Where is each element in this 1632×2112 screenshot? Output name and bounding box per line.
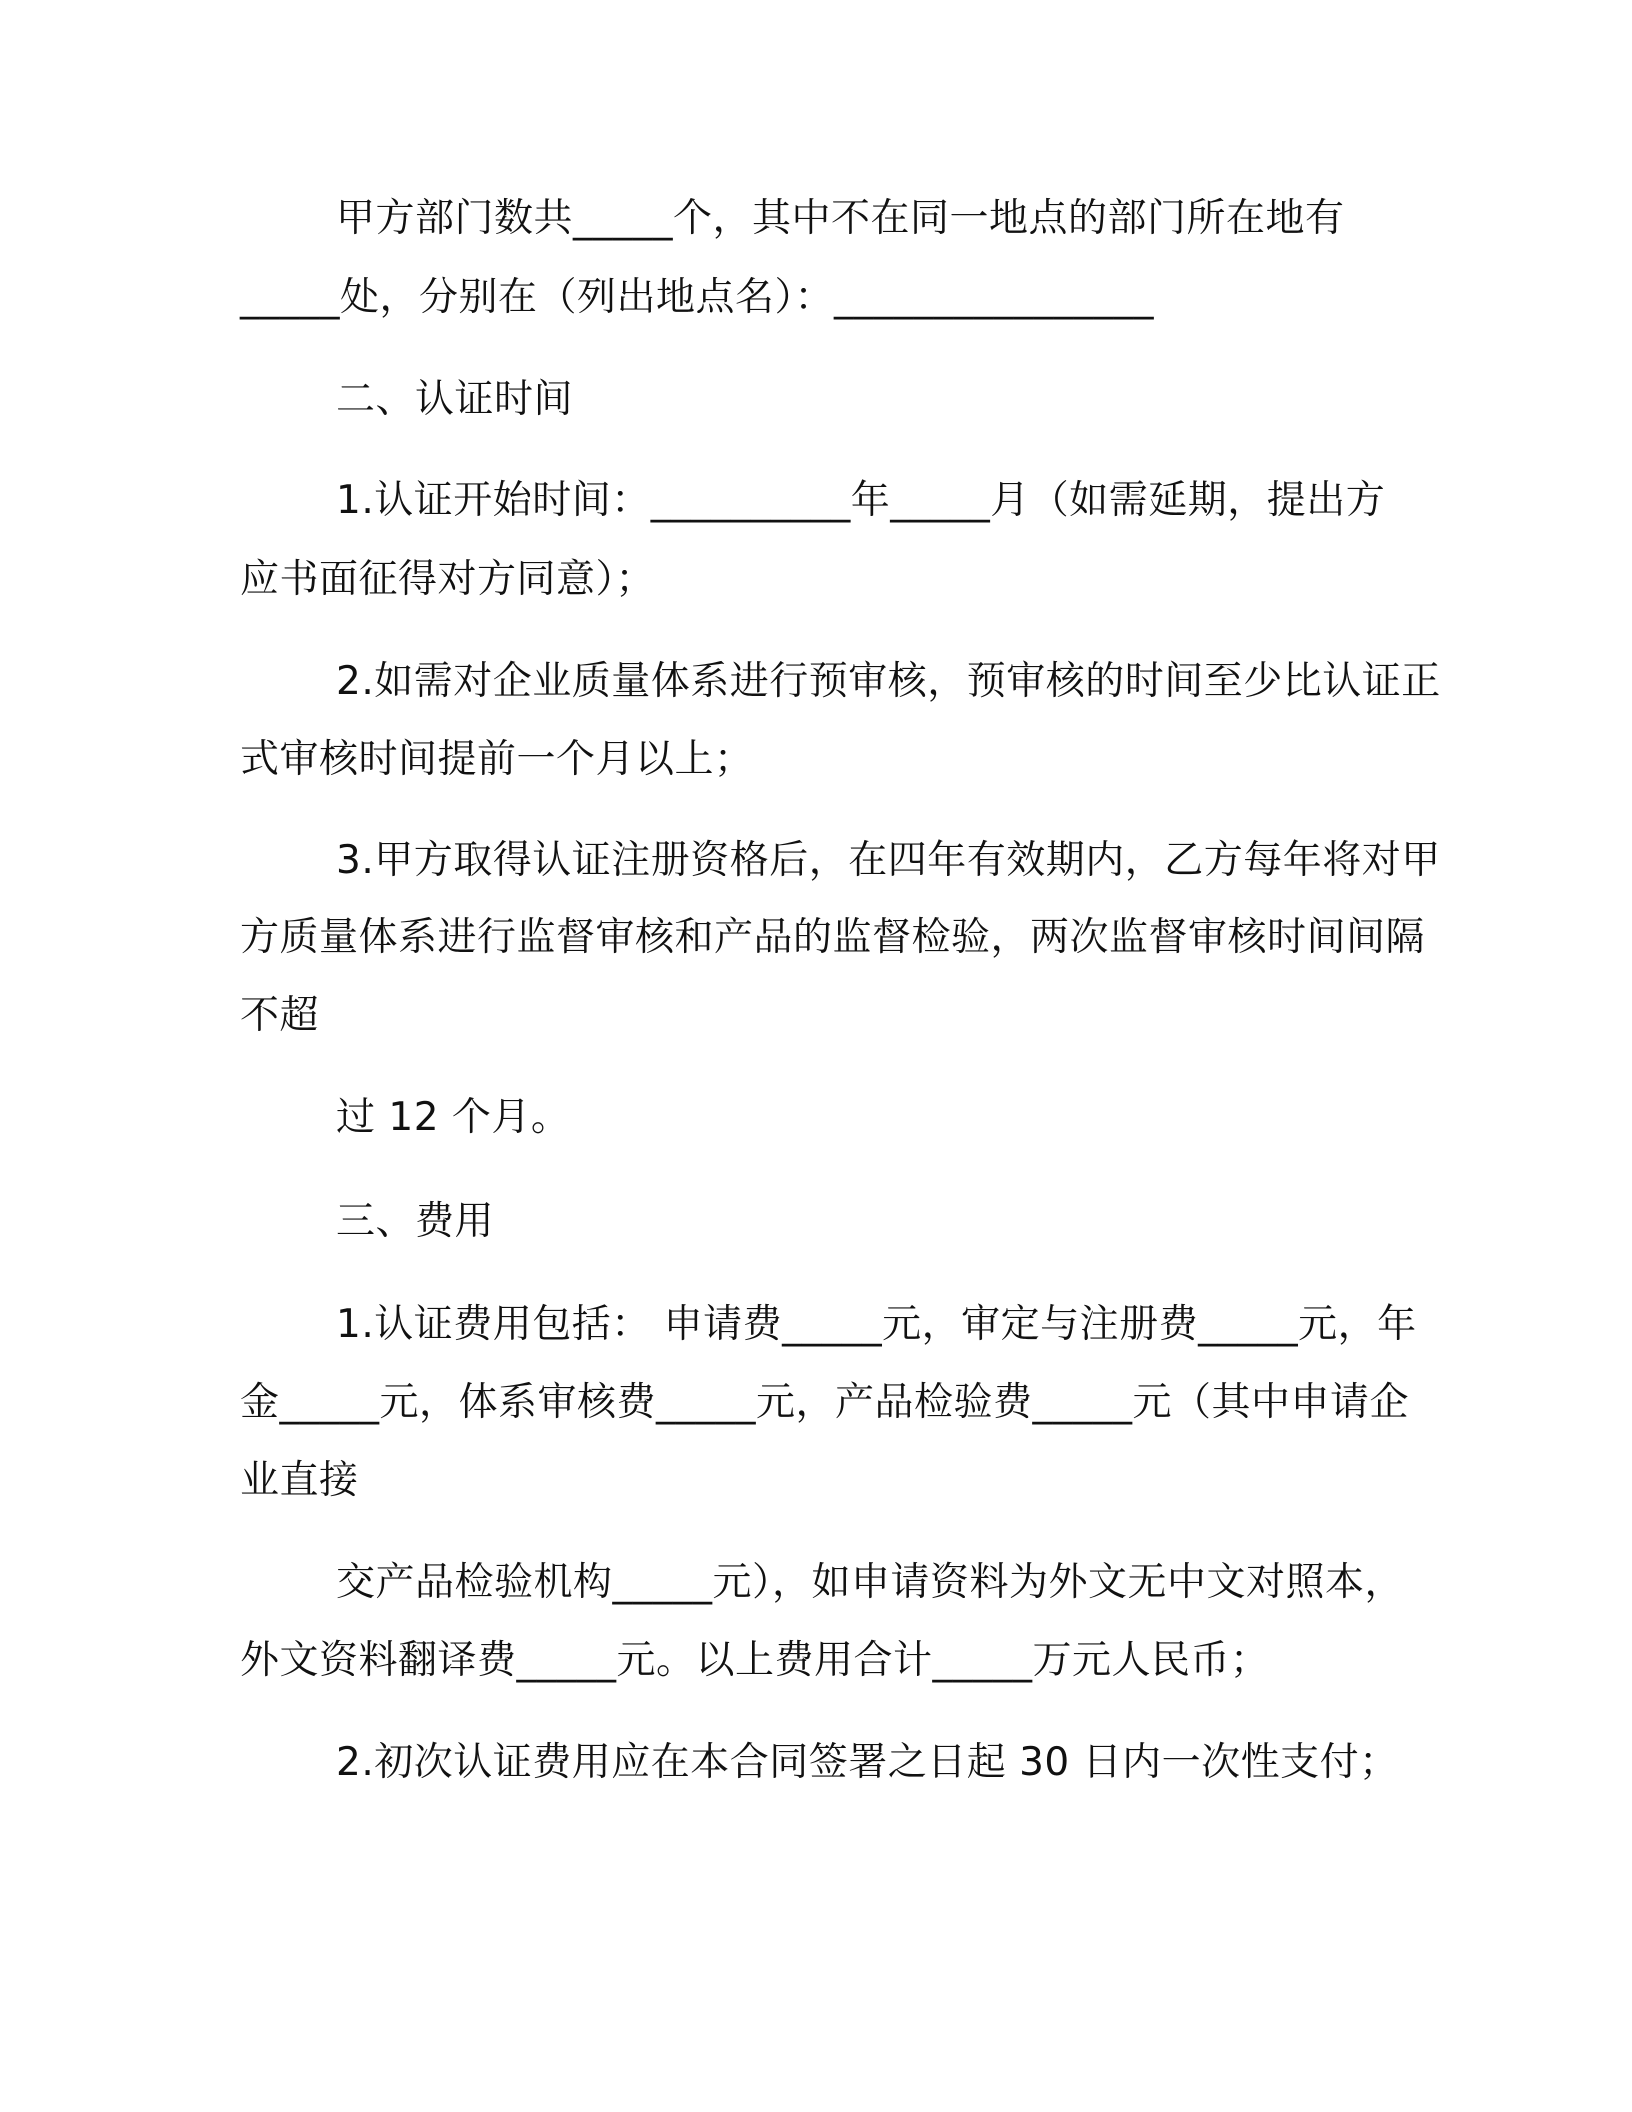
text-line: 甲方部门数共_____个，其中不在同一地点的部门所在地有 [336,196,1345,241]
text-line: 外文资料翻译费_____元。以上费用合计_____万元人民币； [240,1638,1270,1683]
text-line: 1.认证费用包括： 申请费_____元，审定与注册费_____元，年 [336,1302,1417,1347]
text-line: 式审核时间提前一个月以上； [240,737,754,782]
text-line: 交产品检验机构_____元），如申请资料为外文无中文对照本， [336,1560,1405,1605]
text-line: 1.认证开始时间：__________年_____月（如需延期，提出方 [336,478,1386,523]
text-line: 金_____元，体系审核费_____元，产品检验费_____元（其中申请企 [240,1380,1410,1425]
text-line: 2.如需对企业质量体系进行预审核，预审核的时间至少比认证正 [336,659,1441,704]
text-line: _____处，分别在（列出地点名）：________________ [240,275,1155,320]
text-line: 业直接 [240,1458,359,1503]
text-line: 过 12 个月。 [336,1095,571,1140]
section-heading: 二、认证时间 [336,377,574,422]
text-line: 3.甲方取得认证注册资格后，在四年有效期内，乙方每年将对甲 [336,838,1441,883]
text-line: 应书面征得对方同意）； [240,557,656,602]
text-line: 方质量体系进行监督审核和产品的监督检验，两次监督审核时间间隔 [240,915,1426,960]
text-line: 2.初次认证费用应在本合同签署之日起 30 日内一次性支付； [336,1740,1399,1785]
text-line: 不超 [240,993,320,1038]
section-heading: 三、费用 [336,1199,495,1244]
